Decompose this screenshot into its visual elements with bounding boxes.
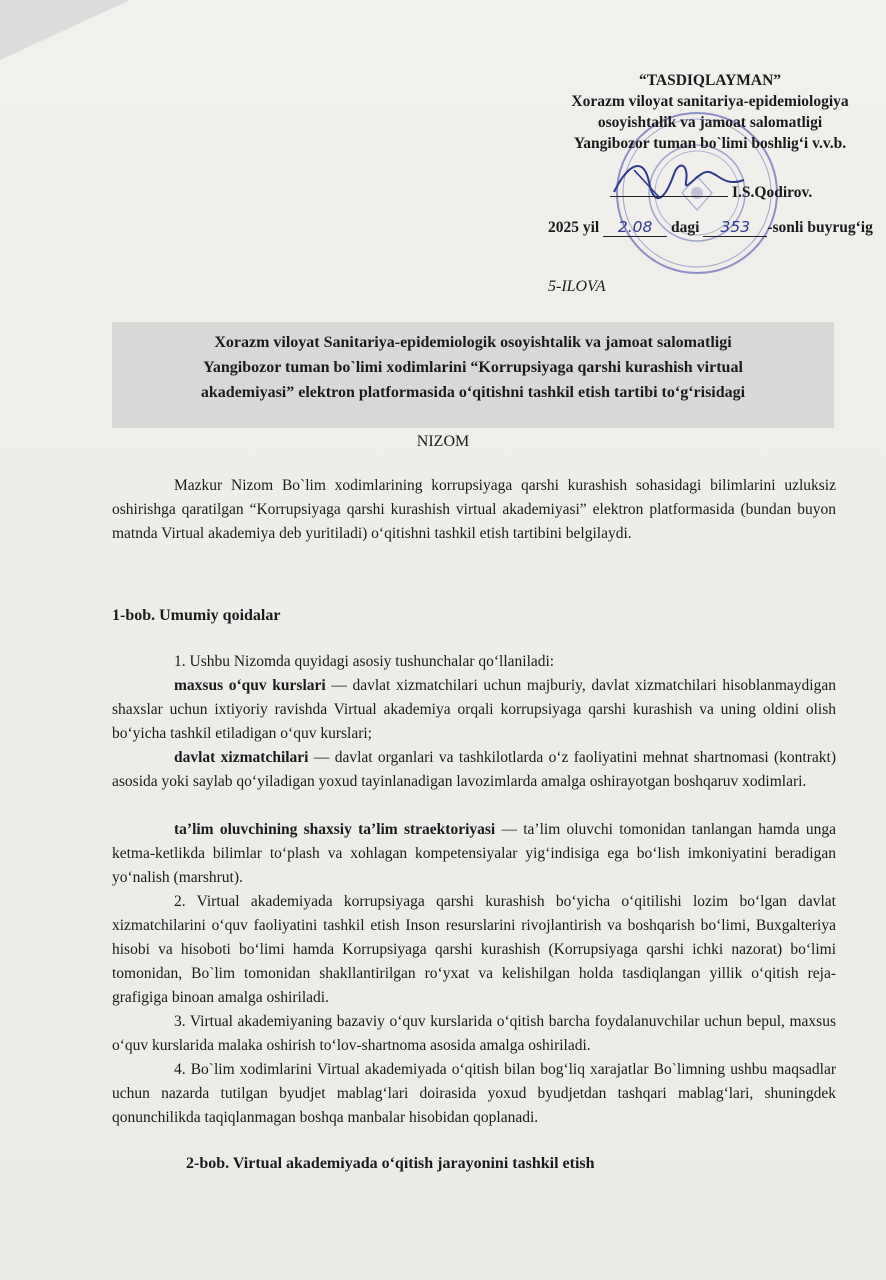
definition-text: — davlat xizmatchilari uchun majburiy, davlat xizmatchilari hisoblanmaydigan shaxslar uchun ixtiyoriy ravishda Virtual akademiya orqali korrupsiyaga qarshi kurashish va uning oldini olish bo‘yicha tashkil etiladigan o‘quv kurslari; [112, 677, 836, 742]
signer-name: I.S.Qodirov. [732, 184, 813, 201]
approval-line: osoyishtalik va jamoat salomatligi [597, 114, 823, 131]
signer-line [610, 184, 812, 202]
chapter-1-heading: 1-bob. Umumiy qoidalar [112, 607, 281, 624]
definition-term: maxsus o‘quv kurslari [174, 677, 326, 694]
title-line: Xorazm viloyat Sanitariya-epidemiologik osoyishtalik va jamoat salomatligi [214, 334, 732, 351]
paragraph-2: 2. Virtual akademiyada korrupsiyaga qarshi kurashish bo‘yicha o‘qitilishi lozim bo‘lgan davlat xizmatchilarini o‘quv faoliyatini tashkil etish Inson resurslarini rivojlantirish va boshqarish bo‘limi, Buxgalteriya hisobi va hisoboti bo‘limi hamda Korrupsiyaga qarshi kurashish (Korrupsiyaga qarshi ichki nazorat) bo‘limi tomonidan, Bo`lim tomonidan shakllantirilgan ro‘yxat va kelishilgan holda tasdiqlangan yillik o‘qitish reja-grafigiga binoan amalga oshiriladi. [112, 893, 836, 1006]
appendix-label: 5-ILOVA [548, 278, 606, 295]
paragraph-1: 1. Ushbu Nizomda quyidagi asosiy tushunchalar qo‘llaniladi: [174, 653, 555, 670]
approval-line: Xorazm viloyat sanitariya-epidemiologiya [571, 93, 849, 110]
signature-icon [604, 152, 754, 212]
chapter-2-heading: 2-bob. Virtual akademiyada o‘qitish jarayonini tashkil etish [186, 1155, 595, 1172]
approval-heading: “TASDIQLAYMAN” [638, 72, 782, 89]
definition-text: — davlat organlari va tashkilotlarda o‘z faoliyatini mehnat shartnomasi (kontrakt) asosida yoki saylab qo‘yiladigan yoxud tayinlanadigan lavozimlarda amalga oshirayotgan boshqaruv xodimlari. [112, 749, 836, 790]
order-suffix: -sonli buyrug‘ig [767, 219, 873, 236]
title-line: akademiyasi” elektron platformasida o‘qitishni tashkil etish tartibi to‘g‘risidagi [200, 384, 746, 401]
approval-block [540, 70, 880, 154]
document-title [112, 322, 834, 428]
definition-term: ta’lim oluvchining shaxsiy ta’lim straektoriyasi [174, 821, 496, 838]
title-line: Yangibozor tuman bo`limi xodimlarini “Korrupsiyaga qarshi kurashish virtual [203, 359, 743, 376]
intro-paragraph: Mazkur Nizom Bo`lim xodimlarining korrupsiyaga qarshi kurashish sohasidagi bilimlarini uzluksiz oshirishga qaratilgan “Korrupsiyaga qarshi kurashish virtual akademiyasi” elektron platformasida (bundan buyon matnda Virtual akademiya deb yuritiladi) o‘qitishni tashkil etish tartibini belgilaydi. [112, 477, 836, 542]
folded-corner [0, 0, 130, 60]
document-name: NIZOM [416, 433, 470, 450]
order-date-line [548, 218, 873, 237]
order-year: 2025 yil [548, 219, 600, 236]
paragraph-3: 3. Virtual akademiyaning bazaviy o‘quv kurslarida o‘qitish barcha foydalanuvchilar uchun bepul, maxsus o‘quv kurslarida malaka oshirish to‘lov-shartnoma asosida amalga oshiriladi. [112, 1013, 836, 1054]
definition-3 [112, 818, 836, 890]
order-number-handwritten: 353 [703, 218, 767, 237]
definition-term: davlat xizmatchilari [174, 749, 309, 766]
signature-underline [610, 196, 728, 197]
order-date-handwritten: 2.08 [603, 218, 667, 237]
order-dagi: dagi [671, 219, 700, 236]
approval-line: Yangibozor tuman bo`limi boshlig‘i v.v.b. [573, 135, 847, 152]
definition-2 [112, 746, 836, 794]
paragraph-4: 4. Bo`lim xodimlarini Virtual akademiyada o‘qitish bilan bog‘liq xarajatlar Bo`limning ushbu maqsadlar uchun nazarda tutilgan byudjet mablag‘lari doirasida yoxud byudjetdan tashqari mablag‘lari, shuningdek qonunchilikda taqiqlanmagan boshqa manbalar hisobidan qoplanadi. [112, 1061, 836, 1126]
definition-1 [112, 674, 836, 746]
definition-text: — ta’lim oluvchi tomonidan tanlangan hamda unga ketma-ketlikda bilimlar to‘plash va xohlagan kompetensiyalar yig‘indisiga ega bo‘lish imkoniyatini beradigan yo‘nalish (marshrut). [112, 821, 836, 886]
